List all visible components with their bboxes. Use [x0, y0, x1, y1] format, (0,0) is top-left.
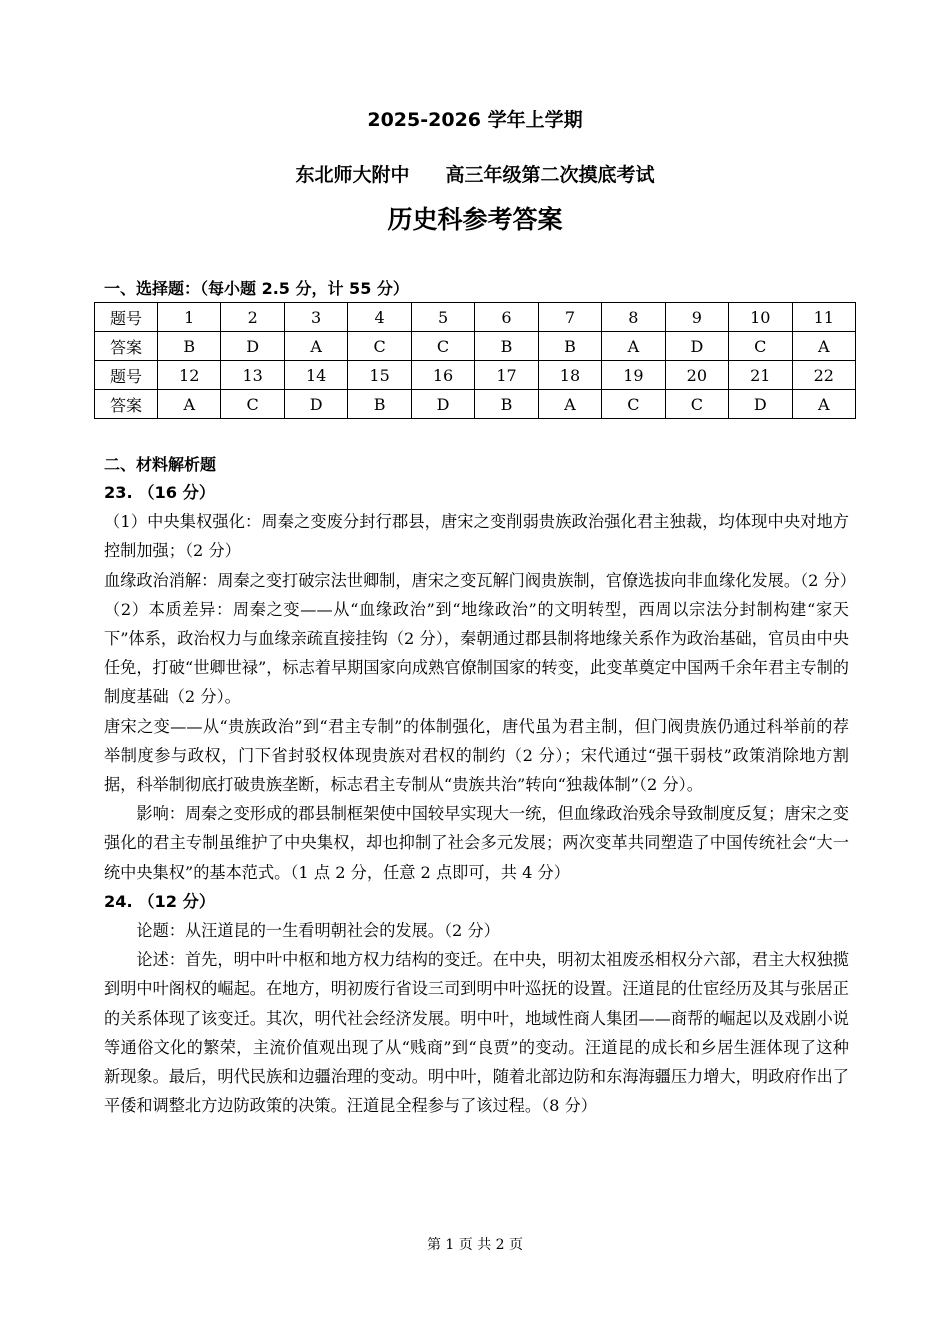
answer-cell: B — [475, 390, 538, 419]
exam-title — [0, 160, 950, 187]
question-number: 18 — [538, 361, 601, 390]
answer-cell: A — [538, 390, 601, 419]
answer-cell: A — [284, 332, 347, 361]
answer-cell: A — [792, 390, 855, 419]
q23-paragraph: 血缘政治消解：周秦之变打破宗法世卿制，唐宋之变瓦解门阀贵族制，官僚选拔向非血缘化发展。（2 分） — [104, 570, 856, 590]
answer-cell: D — [665, 332, 728, 361]
answer-cell: D — [411, 390, 474, 419]
table-row — [95, 332, 856, 361]
answer-cell: C — [411, 332, 474, 361]
school-name: 东北师大附中 — [295, 164, 410, 186]
question-number: 15 — [348, 361, 411, 390]
question-number: 22 — [792, 361, 855, 390]
answer-cell: A — [602, 332, 665, 361]
answer-cell: C — [665, 390, 728, 419]
question-number: 3 — [284, 303, 347, 332]
question-number: 5 — [411, 303, 474, 332]
row-label: 答案 — [95, 390, 158, 419]
question-number: 21 — [729, 361, 792, 390]
section2-title: 二、材料解析题 — [104, 455, 217, 474]
question-24-heading: 24. （12 分） — [104, 891, 216, 911]
q23-paragraph: 影响：周秦之变形成的郡县制框架使中国较早实现大一统，但血缘政治残余导致制度反复；唐宋之变强化的君主专制虽维护了中央集权，却也抑制了社会多元发展；两次变革共同塑造了中国传统社会“大一统中央集权”的基本范式。（1 点 2 分，任意 2 点即可，共 4 分） — [104, 804, 849, 882]
table-row — [95, 361, 856, 390]
question-number: 9 — [665, 303, 728, 332]
q24-paragraph: 论题：从汪道昆的一生看明朝社会的发展。（2 分） — [136, 921, 500, 941]
answer-cell: B — [538, 332, 601, 361]
subject-title: 历史科参考答案 — [387, 205, 563, 234]
answer-cell: D — [221, 332, 284, 361]
question-number: 1 — [158, 303, 221, 332]
question-number: 13 — [221, 361, 284, 390]
q23-paragraph: （1）中央集权强化：周秦之变废分封行郡县，唐宋之变削弱贵族政治强化君主独裁，均体现中央对地方控制加强；（2 分） — [104, 512, 849, 561]
answer-cell: D — [284, 390, 347, 419]
question-number: 6 — [475, 303, 538, 332]
question-number: 12 — [158, 361, 221, 390]
question-number: 20 — [665, 361, 728, 390]
question-number: 11 — [792, 303, 855, 332]
question-number: 2 — [221, 303, 284, 332]
table-row — [95, 390, 856, 419]
question-number: 14 — [284, 361, 347, 390]
answer-cell: A — [792, 332, 855, 361]
q23-paragraph: （2）本质差异：周秦之变——从“血缘政治”到“地缘政治”的文明转型，西周以宗法分封制构建“家天下”体系，政治权力与血缘亲疏直接挂钩（2 分），秦朝通过郡县制将地缘关系作为政治基础，官员由中央任免，打破“世卿世禄”，标志着早期国家向成熟官僚制国家的转变，此变革奠定中国两千余年君主专制的制度基础（2 分）。 — [104, 599, 849, 707]
exam-name: 高三年级第二次摸底考试 — [445, 164, 655, 186]
section2-body — [104, 478, 856, 1120]
question-number: 19 — [602, 361, 665, 390]
answer-cell: A — [158, 390, 221, 419]
question-number: 17 — [475, 361, 538, 390]
answer-cell: B — [475, 332, 538, 361]
answer-cell: C — [602, 390, 665, 419]
row-label: 答案 — [95, 332, 158, 361]
question-number: 7 — [538, 303, 601, 332]
question-number: 16 — [411, 361, 474, 390]
answer-cell: D — [729, 390, 792, 419]
row-label: 题号 — [95, 303, 158, 332]
page-footer: 第 1 页 共 2 页 — [426, 1237, 524, 1253]
q23-paragraph: 唐宋之变——从“贵族政治”到“君主专制”的体制强化，唐代虽为君主制，但门阀贵族仍通过科举前的荐举制度参与政权，门下省封驳权体现贵族对君权的制约（2 分）；宋代通过“强干弱枝”政策消除地方割据，科举制彻底打破贵族垄断，标志君主专制从“贵族共治”转向“独裁体制”（2 分）。 — [104, 716, 849, 795]
question-number: 10 — [729, 303, 792, 332]
table-row — [95, 303, 856, 332]
answer-cell: B — [158, 332, 221, 361]
term-title: 2025-2026 学年上学期 — [367, 109, 583, 131]
q24-paragraph: 论述：首先，明中叶中枢和地方权力结构的变迁。在中央，明初太祖废丞相权分六部，君主大权独揽到明中叶阁权的崛起。在地方，明初废行省设三司到明中叶巡抚的设置。汪道昆的仕宦经历及其与张居正的关系体现了该变迁。其次，明代社会经济发展。明中叶，地域性商人集团——商帮的崛起以及戏剧小说等通俗文化的繁荣，主流价值观出现了从“贱商”到“良贾”的变动。汪道昆的成长和乡居生涯体现了这种新现象。最后，明代民族和边疆治理的变动。明中叶，随着北部边防和东海海疆压力增大，明政府作出了平倭和调整北方边防政策的决策。汪道昆全程参与了该过程。（8 分） — [104, 950, 849, 1116]
answer-cell: C — [729, 332, 792, 361]
answer-cell: C — [348, 332, 411, 361]
answer-cell: C — [221, 390, 284, 419]
question-number: 8 — [602, 303, 665, 332]
row-label: 题号 — [95, 361, 158, 390]
answer-table — [94, 302, 856, 419]
question-number: 4 — [348, 303, 411, 332]
section1-title: 一、选择题：（每小题 2.5 分，计 55 分） — [104, 279, 409, 298]
question-23-heading: 23. （16 分） — [104, 483, 216, 502]
answer-cell: B — [348, 390, 411, 419]
